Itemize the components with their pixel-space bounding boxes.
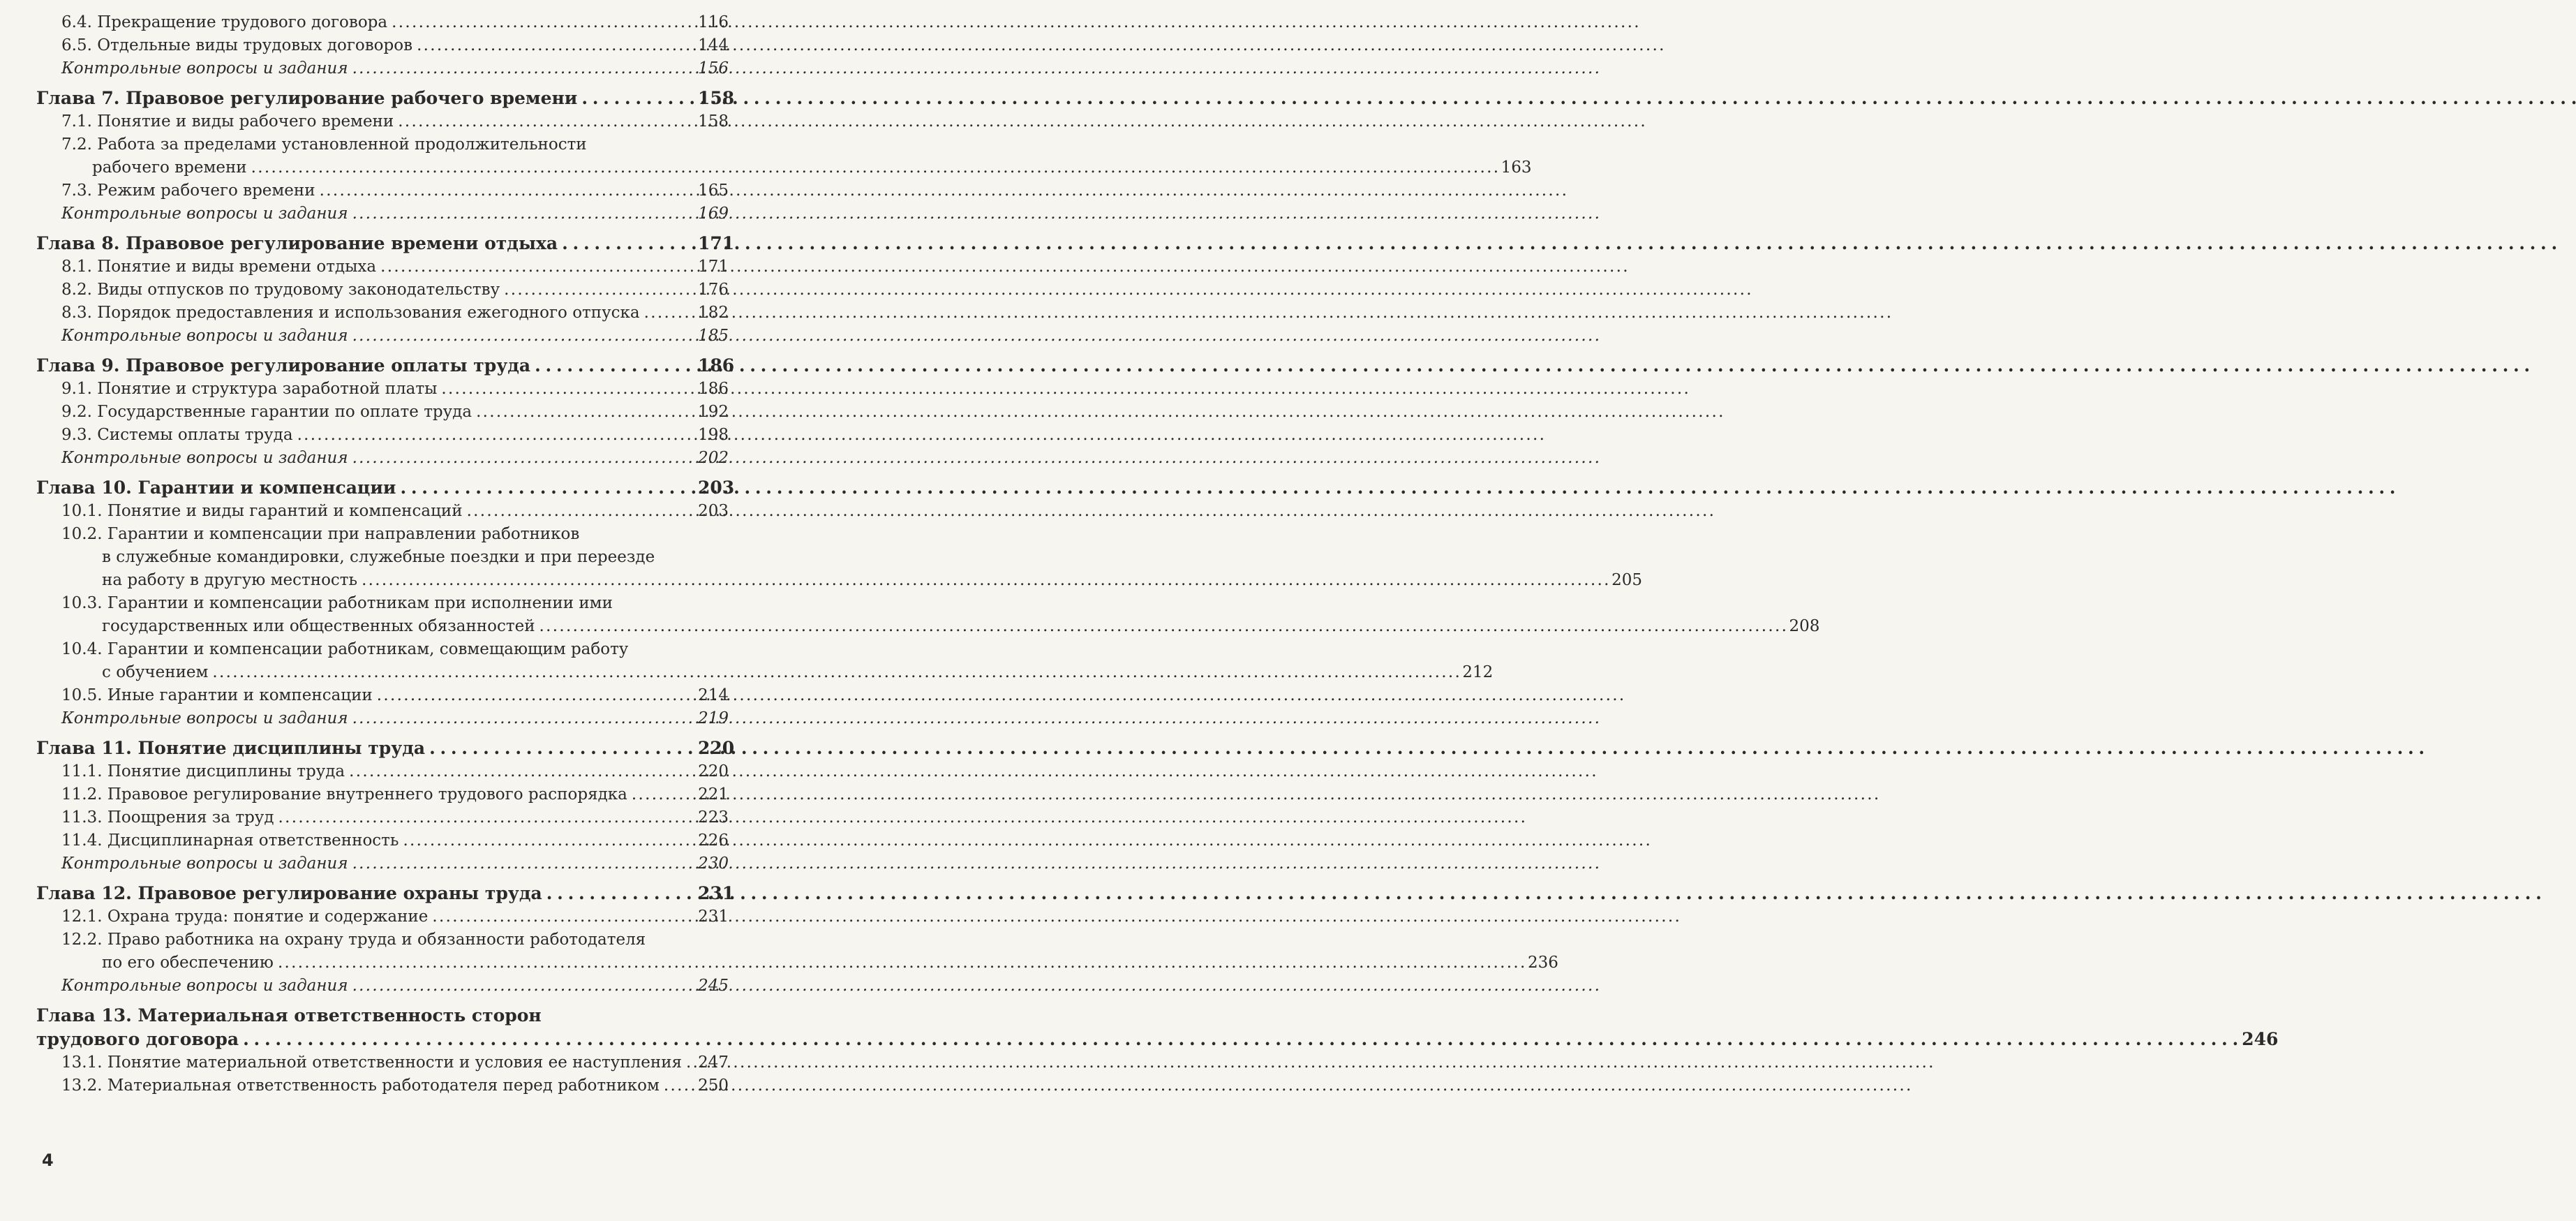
toc-section	[61, 179, 729, 202]
toc-page-number: 236	[1527, 954, 1558, 972]
toc-page-number: 223	[698, 808, 729, 827]
dot-leader	[392, 11, 694, 34]
toc-entry-title: Понятие и структура заработной платы	[97, 380, 438, 398]
toc-section-number: 10.2.	[61, 525, 103, 543]
toc-page-number: 247	[698, 1053, 729, 1072]
dot-leader	[212, 661, 1458, 684]
toc-entry-text	[61, 594, 613, 612]
toc-section-number: 10.4.	[61, 640, 103, 658]
toc-entry-text	[61, 1074, 660, 1097]
toc-entry-text	[61, 57, 348, 80]
toc-page-number: 165	[698, 182, 729, 200]
toc-section	[61, 1051, 729, 1074]
toc-chapter	[36, 232, 735, 256]
toc-page-number: 158	[698, 88, 735, 108]
toc-entry-continuation: в служебные командировки, служебные поездки и при переезде	[102, 548, 655, 566]
dot-leader	[581, 87, 694, 110]
dot-leader	[664, 1074, 694, 1097]
dot-leader	[251, 156, 1497, 179]
toc-entry-text	[61, 202, 348, 225]
toc-section	[61, 523, 1642, 592]
toc-entry-title: Контрольные вопросы и задания	[61, 977, 348, 995]
toc-section-number: 7.2.	[61, 135, 92, 154]
dot-leader	[352, 447, 694, 470]
toc-section-number: 10.5.	[61, 686, 103, 704]
toc-section-number: 8.2.	[61, 281, 92, 299]
toc-section	[61, 905, 729, 928]
toc-entry-text	[61, 975, 348, 998]
toc-entry-title: Гарантии и компенсации работникам, совмещающим работу	[107, 640, 629, 658]
toc-entry-text	[61, 640, 628, 658]
toc-section-number: 9.2.	[61, 403, 92, 421]
toc-entry-title: Правовое регулирование внутреннего трудового распорядка	[107, 785, 627, 804]
dot-leader	[380, 256, 694, 279]
toc-page-number: 203	[698, 502, 729, 520]
toc-entry-text	[61, 707, 348, 730]
toc-section	[61, 401, 729, 424]
toc-entry-title: Понятие и виды рабочего времени	[97, 112, 394, 131]
toc-section-number: 11.2.	[61, 785, 103, 804]
toc-entry-text	[36, 87, 577, 110]
toc-entry-title: Контрольные вопросы и задания	[61, 205, 348, 223]
toc-section	[61, 302, 729, 325]
toc-section-number: 7.3.	[61, 182, 92, 200]
toc-page-number: 198	[698, 426, 729, 444]
toc-entry-title: Контрольные вопросы и задания	[61, 327, 348, 345]
toc-chapter	[36, 882, 735, 905]
toc-section-number: 8.3.	[61, 304, 92, 322]
toc-questions	[61, 707, 729, 730]
dot-leader	[278, 952, 1524, 975]
dot-leader	[546, 882, 694, 905]
toc-entry-title: Глава 11. Понятие дисциплины труда	[36, 738, 426, 758]
dot-leader	[352, 325, 694, 348]
toc-entry-text	[61, 1051, 682, 1074]
toc-chapter	[36, 354, 735, 378]
dot-leader	[504, 279, 694, 302]
toc-section	[61, 500, 729, 523]
toc-page-number: 214	[698, 686, 729, 704]
toc-section	[61, 806, 729, 829]
toc-entry-continuation: на работу в другую местность	[102, 571, 358, 589]
toc-entry-title: Глава 10. Гарантии и компенсации	[36, 478, 396, 498]
toc-page-number: 250	[698, 1076, 729, 1095]
toc-page-number: 158	[698, 112, 729, 131]
toc-page-number: 186	[698, 380, 729, 398]
toc-section	[61, 928, 1558, 975]
toc-entry-title: Глава 12. Правовое регулирование охраны труда	[36, 883, 542, 903]
toc-entry-title: Государственные гарантии по оплате труда	[97, 403, 472, 421]
toc-section	[61, 1074, 729, 1097]
toc-page-number: 231	[698, 883, 735, 903]
toc-section-number: 11.1.	[61, 762, 103, 780]
toc-entry-text	[61, 760, 345, 783]
toc-entry-text	[61, 179, 315, 202]
toc-page-number: 205	[1611, 571, 1642, 589]
toc-entry-title: Гарантии и компенсации работникам при исполнении ими	[107, 594, 613, 612]
toc-section	[61, 783, 729, 806]
toc-page-number: 230	[698, 854, 729, 873]
toc-entry-title: Понятие материальной ответственности и условия ее наступления	[107, 1053, 683, 1072]
toc-page-number: 220	[698, 762, 729, 780]
toc-entry-text	[61, 256, 376, 279]
toc-questions	[61, 325, 729, 348]
toc-entry-title: Контрольные вопросы и задания	[61, 449, 348, 467]
dot-leader	[467, 500, 694, 523]
toc-page-number: 116	[698, 13, 729, 31]
toc-entry-title: Системы оплаты труда	[97, 426, 293, 444]
dot-leader	[362, 569, 1607, 592]
toc-entry-title: Понятие дисциплины труда	[107, 762, 345, 780]
toc-entry-title: Порядок предоставления и использования ежегодного отпуска	[97, 304, 640, 322]
toc-section	[61, 829, 729, 852]
dot-leader	[417, 34, 694, 57]
toc-page-number: 226	[698, 831, 729, 850]
toc-entry-title: Охрана труда: понятие и содержание	[107, 908, 429, 926]
dot-leader	[352, 975, 694, 998]
toc-entry-text	[61, 829, 399, 852]
toc-entry-title: Поощрения за труд	[107, 808, 274, 827]
toc-page-number: 182	[698, 304, 729, 322]
toc-entry-title: Дисциплинарная ответственность	[107, 831, 399, 850]
toc-entry-title: Работа за пределами установленной продолжительности	[97, 135, 587, 154]
toc-questions	[61, 852, 729, 875]
dot-leader	[686, 1051, 694, 1074]
toc-entry-text	[61, 279, 500, 302]
toc-entry-title: Контрольные вопросы и задания	[61, 709, 348, 727]
toc-page-number: 202	[698, 449, 729, 467]
dot-leader	[535, 354, 694, 378]
toc-entry-text	[61, 905, 428, 928]
dot-leader	[352, 707, 694, 730]
toc-page-number: 221	[698, 785, 729, 804]
toc-entry-continuation: рабочего времени	[92, 158, 247, 177]
toc-section-number: 9.1.	[61, 380, 92, 398]
toc-section-number: 6.5.	[61, 36, 92, 54]
toc-entry-title: Глава 13. Материальная ответственность сторон	[36, 1005, 542, 1026]
table-of-contents	[36, 11, 2279, 1097]
toc-entry-text	[61, 525, 579, 543]
toc-entry-title: Глава 7. Правовое регулирование рабочего времени	[36, 88, 578, 108]
toc-page-number: 163	[1501, 158, 1532, 177]
dot-leader	[476, 401, 694, 424]
toc-section-number: 8.1.	[61, 258, 92, 276]
toc-entry-title: Отдельные виды трудовых договоров	[97, 36, 413, 54]
toc-entry-title: Гарантии и компенсации при направлении работников	[107, 525, 580, 543]
toc-questions	[61, 202, 729, 225]
toc-page-number: 156	[698, 59, 729, 77]
dot-leader	[278, 806, 694, 829]
toc-section	[61, 592, 1820, 638]
toc-entry-text	[61, 500, 463, 523]
toc-entry-title: Виды отпусков по трудовому законодательству	[97, 281, 500, 299]
toc-section-number: 6.4.	[61, 13, 92, 31]
dot-leader	[403, 829, 694, 852]
toc-entry-title: Прекращение трудового договора	[97, 13, 388, 31]
toc-entry-text	[61, 302, 640, 325]
toc-section-number: 7.1.	[61, 112, 92, 131]
toc-entry-text	[36, 354, 530, 378]
toc-section	[61, 378, 729, 401]
toc-questions	[61, 447, 729, 470]
toc-entry-text	[61, 447, 348, 470]
toc-entry-continuation: с обучением	[102, 663, 209, 681]
toc-entry-text	[61, 34, 412, 57]
dot-leader	[320, 179, 694, 202]
toc-entry-text	[61, 424, 293, 447]
toc-section-number: 12.1.	[61, 908, 103, 926]
toc-page-number: 203	[698, 478, 735, 498]
toc-page-number: 169	[698, 205, 729, 223]
toc-entry-text	[36, 232, 558, 256]
dot-leader	[441, 378, 694, 401]
toc-page-number: 245	[698, 977, 729, 995]
toc-entry-text	[36, 737, 425, 760]
toc-chapter	[36, 87, 735, 110]
toc-entry-text	[61, 378, 437, 401]
toc-page-number: 212	[1462, 663, 1494, 681]
toc-entry-title: Глава 8. Правовое регулирование времени отдыха	[36, 233, 558, 253]
toc-section	[61, 684, 729, 707]
dot-leader	[398, 110, 694, 133]
toc-entry-title: Право работника на охрану труда и обязанности работодателя	[107, 931, 646, 949]
toc-section-number: 11.4.	[61, 831, 103, 850]
dot-leader	[644, 302, 694, 325]
toc-page-number: 144	[698, 36, 729, 54]
dot-leader	[297, 424, 694, 447]
toc-section	[61, 424, 729, 447]
toc-entry-title: Понятие и виды гарантий и компенсаций	[107, 502, 463, 520]
toc-chapter	[36, 476, 735, 500]
toc-questions	[61, 57, 729, 80]
toc-section	[61, 279, 729, 302]
toc-section-number: 10.1.	[61, 502, 103, 520]
toc-page-number: 176	[698, 281, 729, 299]
toc-entry-text	[61, 806, 274, 829]
toc-entry-text	[61, 110, 394, 133]
toc-section	[61, 638, 1494, 684]
toc-entry-text	[36, 476, 396, 500]
toc-section-number: 11.3.	[61, 808, 103, 827]
toc-section-number: 13.1.	[61, 1053, 103, 1072]
toc-entry-title: Режим рабочего времени	[97, 182, 315, 200]
toc-entry-text	[61, 684, 373, 707]
dot-leader	[349, 760, 694, 783]
toc-page-number: 192	[698, 403, 729, 421]
dot-leader	[562, 232, 694, 256]
toc-entry-title: Материальная ответственность работодателя перед работником	[107, 1076, 660, 1095]
toc-entry-title: Иные гарантии и компенсации	[107, 686, 373, 704]
toc-section-number: 9.3.	[61, 426, 92, 444]
dot-leader	[539, 615, 1785, 638]
dot-leader	[400, 476, 694, 500]
toc-entry-text	[61, 11, 387, 34]
toc-entry-text	[61, 852, 348, 875]
toc-entry-text	[61, 931, 646, 949]
toc-entry-title: Глава 9. Правовое регулирование оплаты труда	[36, 355, 531, 376]
toc-section-number: 12.2.	[61, 931, 103, 949]
toc-section	[61, 34, 729, 57]
toc-entry-text	[61, 135, 587, 154]
toc-page-number: 246	[2242, 1029, 2279, 1049]
toc-entry-title: Контрольные вопросы и задания	[61, 854, 348, 873]
toc-section-number: 13.2.	[61, 1076, 103, 1095]
toc-section	[61, 11, 729, 34]
toc-entry-title: Понятие и виды времени отдыха	[97, 258, 377, 276]
dot-leader	[352, 852, 694, 875]
toc-section	[61, 760, 729, 783]
toc-entry-text	[61, 401, 472, 424]
toc-entry-continuation: государственных или общественных обязанностей	[102, 617, 535, 635]
toc-page-number: 185	[698, 327, 729, 345]
dot-leader	[632, 783, 694, 806]
toc-questions	[61, 975, 729, 998]
dot-leader	[352, 202, 694, 225]
toc-page-number: 208	[1789, 617, 1820, 635]
toc-page-number: 220	[698, 738, 735, 758]
toc-chapter	[36, 737, 735, 760]
toc-section	[61, 110, 729, 133]
toc-section	[61, 256, 729, 279]
dot-leader	[377, 684, 694, 707]
toc-entry-text	[61, 325, 348, 348]
toc-entry-continuation: трудового договора	[36, 1029, 239, 1049]
dot-leader	[429, 737, 694, 760]
toc-entry-text	[61, 783, 627, 806]
toc-page-number: 186	[698, 355, 735, 376]
toc-entry-title: Контрольные вопросы и задания	[61, 59, 348, 77]
toc-entry-text	[36, 1005, 542, 1026]
page-number: 4	[42, 1150, 54, 1170]
toc-chapter	[36, 1004, 2279, 1051]
dot-leader	[243, 1028, 2238, 1051]
dot-leader	[432, 905, 694, 928]
toc-entry-continuation: по его обеспечению	[102, 954, 274, 972]
toc-section-number: 10.3.	[61, 594, 103, 612]
dot-leader	[352, 57, 694, 80]
toc-page-number: 171	[698, 233, 735, 253]
toc-page-number: 231	[698, 908, 729, 926]
toc-section	[61, 133, 1532, 179]
toc-entry-text	[36, 882, 542, 905]
toc-page-number: 219	[698, 709, 729, 727]
toc-page-number: 171	[698, 258, 729, 276]
